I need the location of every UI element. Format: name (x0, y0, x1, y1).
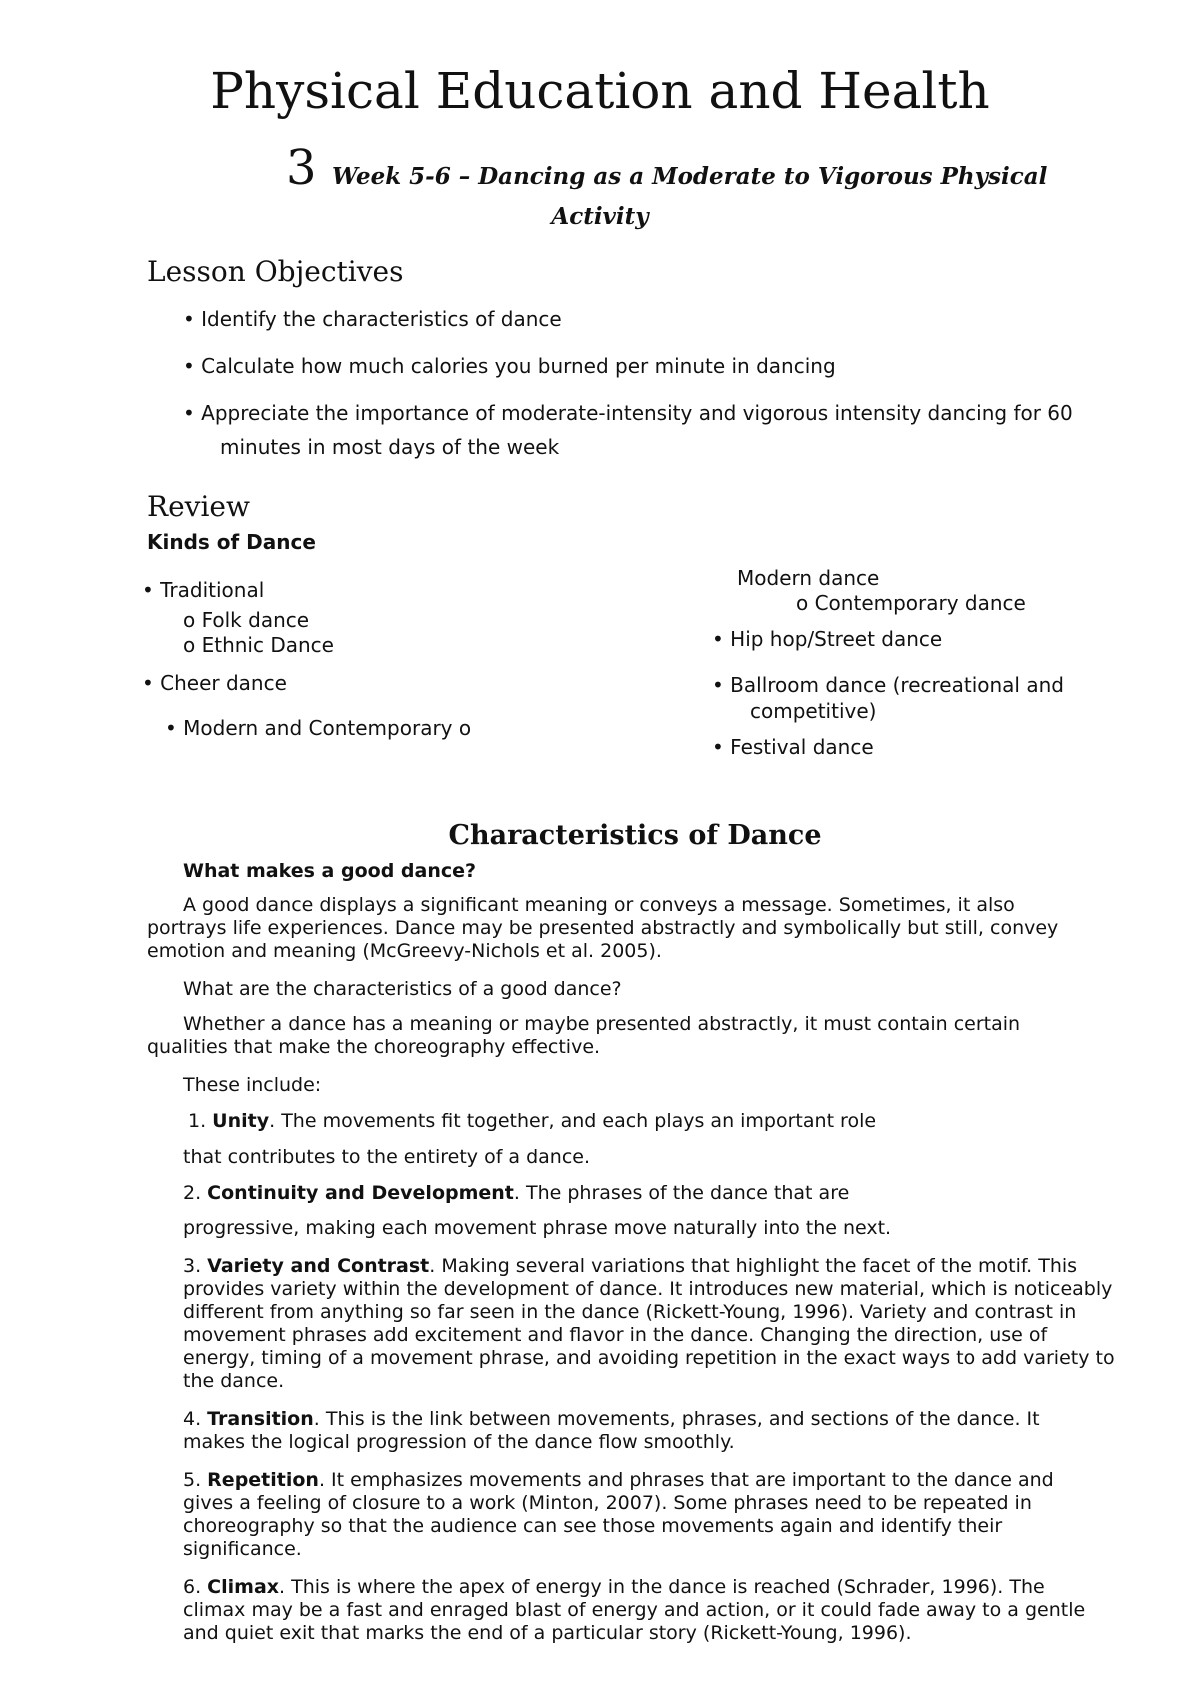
dance-kind-item: • Cheer dance (142, 671, 287, 695)
objectives-heading: Lesson Objectives (147, 255, 404, 288)
dance-kind-item: • Ballroom dance (recreational and (712, 673, 1064, 697)
item-text: . This is the link between movements, phrases, and sections of the dance. It makes the logical progression of the dance flow smoothly. (183, 1408, 1040, 1453)
item-text: . The movements fit together, and each plays an important role (269, 1110, 877, 1132)
item-number: 5. (183, 1469, 208, 1491)
subtitle-line-2: Activity (551, 203, 649, 230)
dance-kind-item: • Traditional (142, 578, 265, 602)
item-term: Repetition (207, 1469, 319, 1491)
dance-kind-subitem: o Contemporary dance (796, 591, 1026, 615)
item-number: 4. (183, 1408, 208, 1430)
item-number: 1. (188, 1110, 213, 1132)
characteristics-question-2: What are the characteristics of a good dance? (183, 978, 622, 1000)
item-text: . This is where the apex of energy in the dance is reached (Schrader, 1996). The climax may be a fast and enraged blast of energy and action, or it could fade away to a gentle and quiet exit that marks the end of a particular story (Rickett-Young, 1996). (183, 1576, 1086, 1644)
dance-kind-item: • Hip hop/Street dance (712, 627, 943, 651)
item-term: Transition (207, 1408, 314, 1430)
characteristic-item (188, 1110, 876, 1133)
item-term: Climax (207, 1576, 280, 1598)
subtitle-line-1: Week 5-6 – Dancing as a Moderate to Vigorous Physical (332, 163, 1048, 190)
characteristics-question: What makes a good dance? (183, 860, 477, 882)
item-number: 6. (183, 1576, 208, 1598)
objective-item-continued: minutes in most days of the week (220, 435, 560, 459)
paragraph: A good dance displays a significant meaning or conveys a message. Sometimes, it also portrays life experiences. Dance may be presented abstractly and symbolically but still, convey emotion and meaning (McGreevy-Nichols et al. 2005). (147, 894, 1059, 962)
item-text: . Making several variations that highlight the facet of the motif. This provides variety within the development of dance. It introduces new material, which is noticeably different from anything so far seen in the dance (Rickett-Young, 1996). Variety and contrast in movement phrases add excitement and flavor in the dance. Changing the direction, use of energy, timing of a movement phrase, and avoiding repetition in the exact ways to add variety to the dance. (183, 1255, 1115, 1392)
item-number: 2. (183, 1182, 208, 1204)
page-title: Physical Education and Health (210, 62, 990, 120)
characteristic-item-continued: progressive, making each movement phrase move naturally into the next. (183, 1217, 892, 1239)
grade-number: 3 (286, 140, 317, 196)
item-text: . The phrases of the dance that are (513, 1182, 850, 1204)
objective-item: • Identify the characteristics of dance (183, 307, 562, 331)
item-text: . It emphasizes movements and phrases that are important to the dance and gives a feeling of closure to a work (Minton, 2007). Some phrases need to be repeated in choreography so that the audience can see those movements again and identify their significance. (183, 1469, 1054, 1560)
item-number: 3. (183, 1255, 208, 1277)
dance-kind-item: • Festival dance (712, 735, 874, 759)
dance-kind-item: Modern dance (737, 566, 880, 590)
paragraph: Whether a dance has a meaning or maybe presented abstractly, it must contain certain qualities that make the choreography effective. (147, 1013, 1021, 1058)
dance-kind-item: • Modern and Contemporary o (165, 716, 472, 740)
these-include: These include: (183, 1074, 322, 1096)
characteristics-heading: Characteristics of Dance (448, 820, 822, 851)
characteristic-item (183, 1255, 1123, 1393)
characteristic-item-continued: that contributes to the entirety of a dance. (183, 1146, 591, 1168)
characteristic-item (183, 1182, 849, 1205)
objective-item: • Calculate how much calories you burned per minute in dancing (183, 354, 836, 378)
characteristic-item (183, 1576, 1113, 1645)
objective-item: • Appreciate the importance of moderate-intensity and vigorous intensity dancing for 60 (183, 401, 1073, 425)
dance-kind-subitem: o Ethnic Dance (183, 633, 334, 657)
item-term: Continuity and Development (207, 1182, 514, 1204)
dance-kind-subitem: o Folk dance (183, 608, 310, 632)
review-heading: Review (147, 490, 250, 523)
characteristic-item (183, 1408, 1043, 1454)
item-term: Unity (212, 1110, 270, 1132)
review-subheading: Kinds of Dance (147, 530, 316, 554)
characteristic-item (183, 1469, 1083, 1561)
item-term: Variety and Contrast (207, 1255, 430, 1277)
dance-kind-item-continued: competitive) (750, 699, 877, 723)
